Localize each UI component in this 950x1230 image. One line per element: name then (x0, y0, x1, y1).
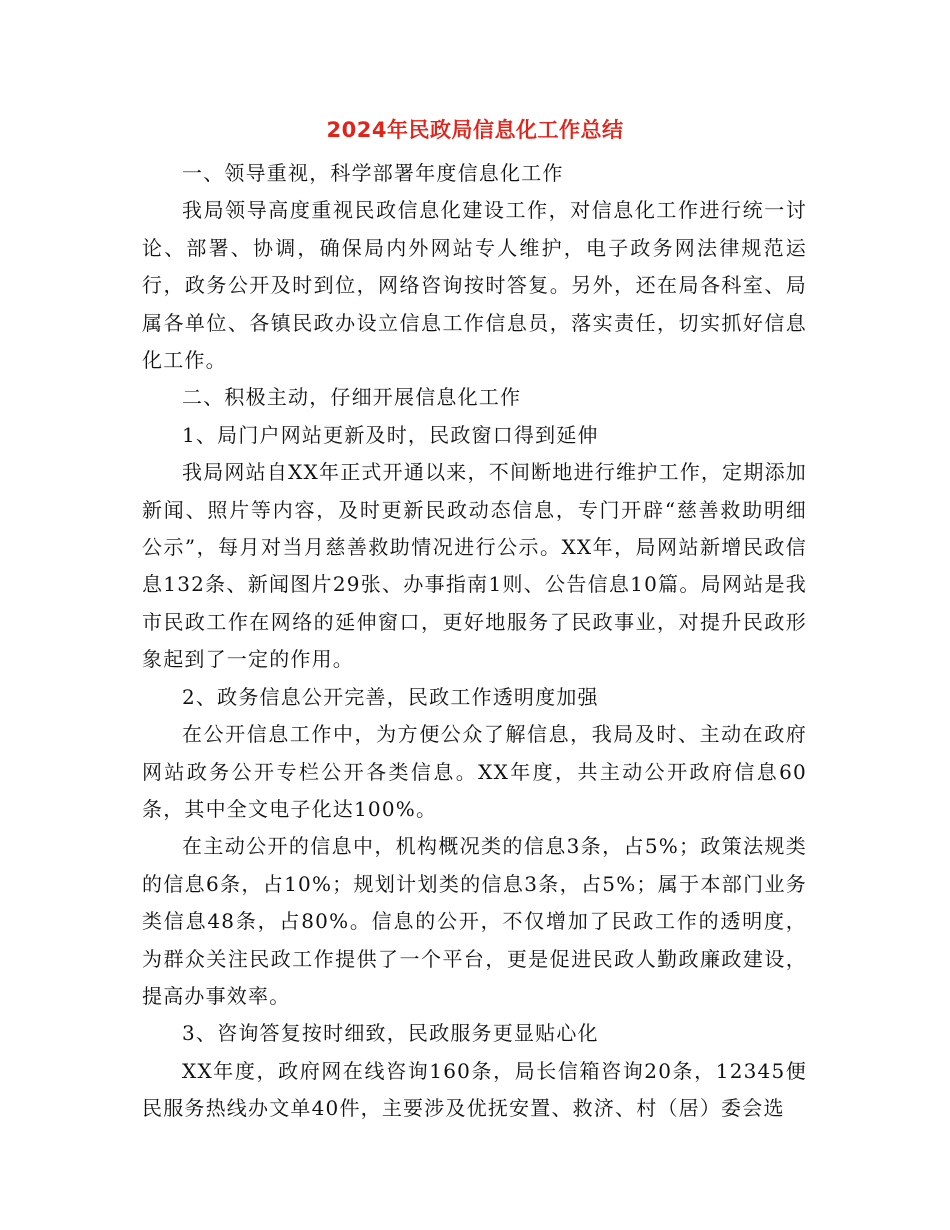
paragraph-disclosure-breakdown: 在主动公开的信息中，机构概况类的信息3条，占5%；政策法规类的信息6条，占10%；规划计划类的信息3条，占5%；属于本部门业务类信息48条，占80%。信息的公开，不仅增加了民政工作的透明度，为群众关注民政工作提供了一个平台，更是促进民政人勤政廉政建设，提高办事效率。 (142, 834, 807, 1008)
section-heading-2: 二、积极主动，仔细开展信息化工作 (182, 385, 522, 410)
paragraph-website: 我局网站自XX年正式开通以来，不间断地进行维护工作，定期添加新闻、照片等内容，及时更新民政动态信息，专门开辟“慈善救助明细公示”，每月对当月慈善救助情况进行公示。XX年，局网站新增民政信息132条、新闻图片29张、办事指南1则、公告信息10篇。局网站是我市民政工作在网络的延伸窗口，更好地服务了民政事业，对提升民政形象起到了一定的作用。 (142, 460, 807, 672)
section-heading-1: 一、领导重视，科学部署年度信息化工作 (182, 161, 564, 185)
document-title: 2024年民政局信息化工作总结 (326, 118, 624, 142)
paragraph-disclosure: 在公开信息工作中，为方便公众了解信息，我局及时、主动在政府网站政务公开专栏公开各类信息。XX年度，共主动公开政府信息60条，其中全文电子化达100%。 (142, 722, 807, 821)
document-body (142, 155, 807, 1128)
subheading-website: 1、局门户网站更新及时，民政窗口得到延伸 (182, 422, 599, 447)
paragraph-leadership: 我局领导高度重视民政信息化建设工作，对信息化工作进行统一讨论、部署、协调，确保局内外网站专人维护，电子政务网法律规范运行，政务公开及时到位，网络咨询按时答复。另外，还在局各科室、局属各单位、各镇民政办设立信息工作信息员，落实责任，切实抓好信息化工作。 (142, 198, 807, 373)
paragraph-consultation: XX年度，政府网在线咨询160条，局长信箱咨询20条，12345便民服务热线办文单40件，主要涉及优抚安置、救济、村（居）委会选 (142, 1058, 807, 1121)
subheading-consultation: 3、咨询答复按时细致，民政服务更显贴心化 (182, 1021, 599, 1046)
subheading-disclosure: 2、政务信息公开完善，民政工作透明度加强 (182, 684, 599, 709)
